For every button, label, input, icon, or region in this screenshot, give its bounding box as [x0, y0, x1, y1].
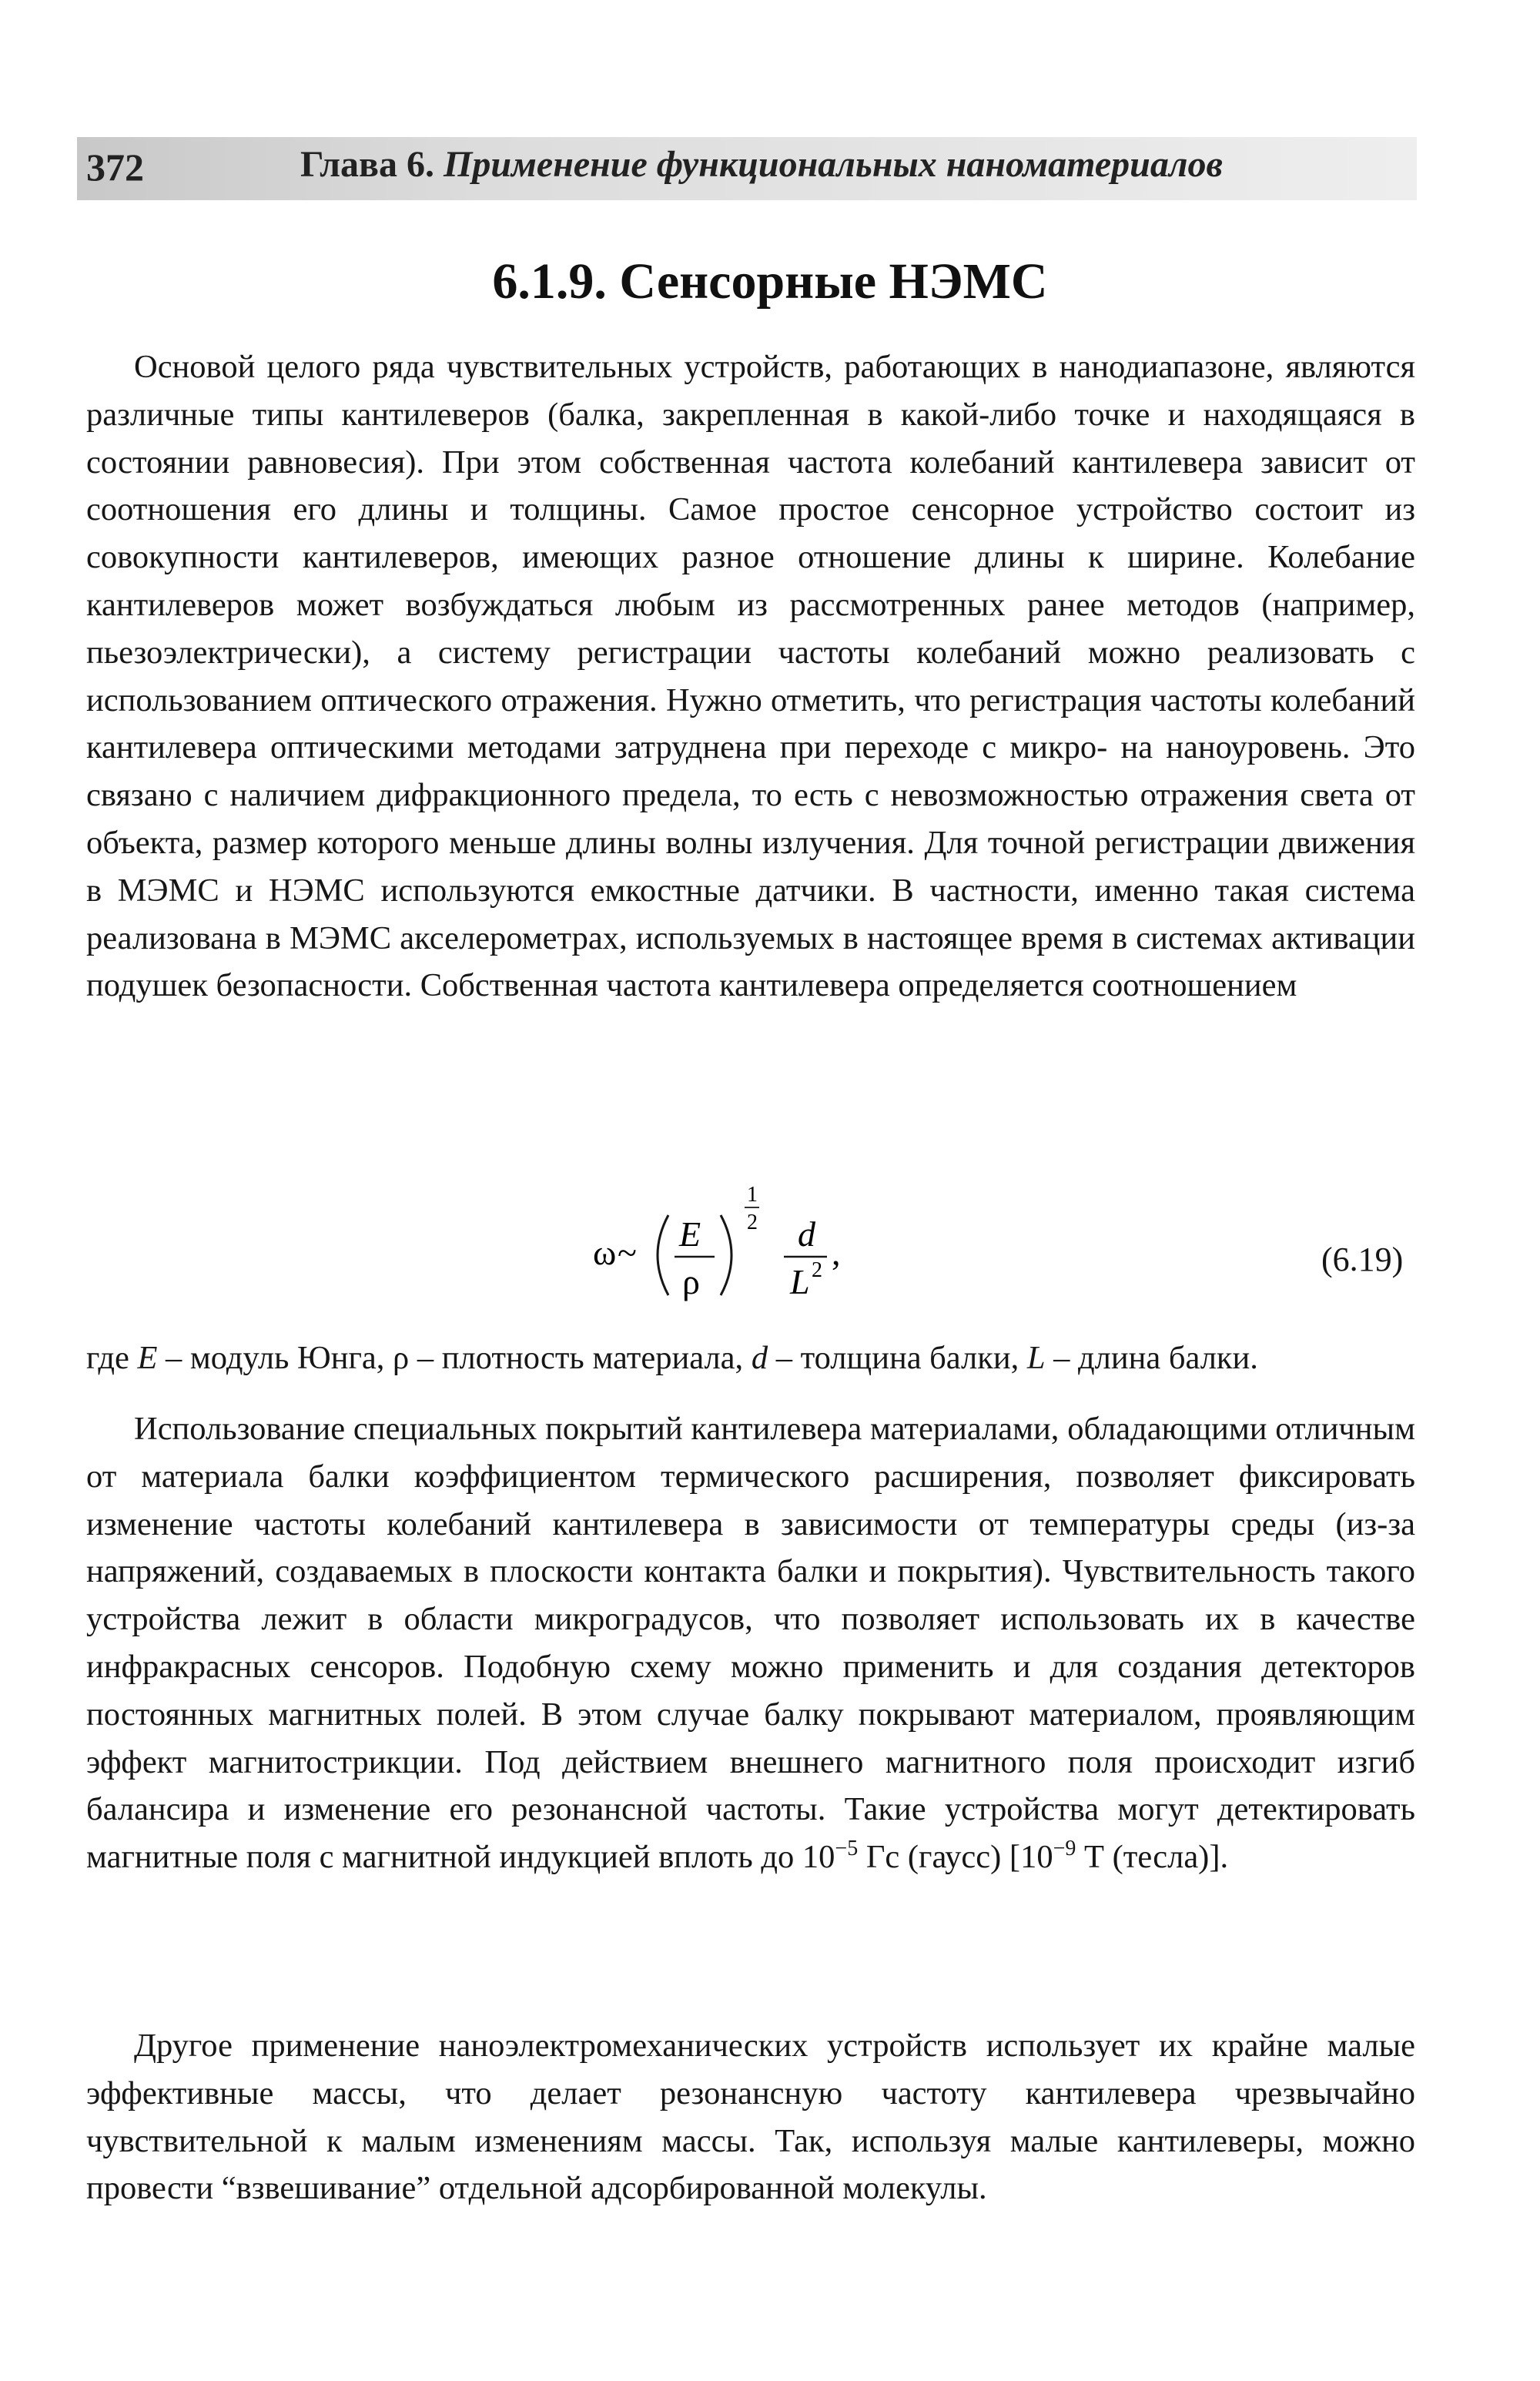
legend-text-3: – толщина балки, — [768, 1340, 1027, 1376]
p2-text-end: Т (тесла)]. — [1076, 1839, 1229, 1876]
chapter-title: Применение функциональных наноматериалов — [443, 144, 1223, 185]
eq-exp-den: 2 — [747, 1211, 758, 1234]
p2-exponent-1: −5 — [835, 1837, 859, 1861]
legend-text-1: где — [86, 1340, 138, 1376]
section-title: 6.1.9. Сенсорные НЭМС — [492, 253, 1048, 310]
p2-text-main: Использование специальных покрытий кантилевера материалами, обладающими отличным от материала балки коэффициентом термического расширения, позволяет фиксировать изменение частоты колебаний кантилевера в зависимости от температуры среды (из-за напряжений, создаваемых в плоскости контакта балки и покрытия). Чувствительность такого устройства лежит в области микроградусов, что позволяет использовать их в качестве инфракрасных сенсоров. Подобную схему можно применить и для создания детекторов постоянных магнитных полей. В этом случае балку покрывают материалом, проявляющим эффект магнитострикции. Под действием внешнего магнитного поля происходит изгиб балансира и изменение его резонансной частоты. Такие устройства могут детектировать магнитные поля с магнитной индукцией вплоть до 10 — [86, 1411, 1415, 1876]
eq-comma: , — [832, 1233, 841, 1272]
eq-rho: ρ — [682, 1262, 700, 1301]
p2-text-mid: Гс (гаусс) [10 — [858, 1839, 1053, 1876]
legend-var-d: d — [751, 1340, 768, 1376]
eq-omega: ω — [593, 1233, 617, 1272]
eq-d: d — [798, 1214, 815, 1254]
paragraph-coatings — [86, 1405, 1415, 1881]
eq-exp-num: 1 — [747, 1183, 758, 1207]
page-number: 372 — [86, 146, 144, 189]
equation-legend — [86, 1334, 1415, 1382]
eq-L-exp: 2 — [812, 1258, 822, 1282]
paragraph-intro: Основой целого ряда чувствительных устройств, работающих в нанодиапазоне, являются различные типы кантилеверов (балка, закрепленная в какой-либо точке и находящаяся в состоянии равновесия). При этом собственная частота колебаний кантилевера зависит от соотношения его длины и толщины. Самое простое сенсорное устройство состоит из совокупности кантилеверов, имеющих разное отношение длины к ширине. Колебание кантилеверов может возбуждаться любым из рассмотренных ранее методов (например, пьезоэлектрически), а систему регистрации частоты колебаний можно реализовать с использованием оптического отражения. Нужно отметить, что регистрация частоты колебаний кантилевера оптическими методами затруднена при переходе с микро- на наноуровень. Это связано с наличием дифракционного предела, то есть с невозможностью отражения света от объекта, размер которого меньше длины волны излучения. Для точной регистрации движения в МЭМС и НЭМС используются емкостные датчики. В частности, именно такая система реализована в МЭМС акселерометрах, используемых в настоящее время в системах активации подушек безопасности. Собственная частота кантилевера определяется соотношением — [86, 349, 1415, 1004]
eq-left-paren — [658, 1215, 668, 1295]
chapter-label: Глава 6. — [300, 144, 434, 185]
equation-6-19 — [593, 1178, 1070, 1324]
eq-tilde: ~ — [618, 1233, 637, 1272]
legend-var-L: L — [1026, 1340, 1046, 1376]
p2-exponent-2: −9 — [1053, 1837, 1076, 1861]
legend-text-4: – длина балки. — [1045, 1340, 1258, 1376]
legend-text-2: – модуль Юнга, ρ – плотность материала, — [157, 1340, 752, 1376]
paragraph-mass-sensing: Другое применение наноэлектромеханических устройств использует их крайне малые эффективные массы, что делает резонансную частоту кантилевера чрезвычайно чувствительной к малым изменениям массы. Так, используя малые кантилеверы, можно провести “взвешивание” отдельной адсорбированной молекулы. — [86, 2028, 1415, 2207]
equation-number: (6.19) — [1321, 1241, 1404, 1278]
legend-var-E: E — [137, 1340, 158, 1376]
eq-right-paren — [721, 1215, 732, 1295]
eq-E: E — [679, 1214, 701, 1254]
running-header-title — [300, 143, 1223, 186]
eq-L: L — [790, 1262, 810, 1301]
